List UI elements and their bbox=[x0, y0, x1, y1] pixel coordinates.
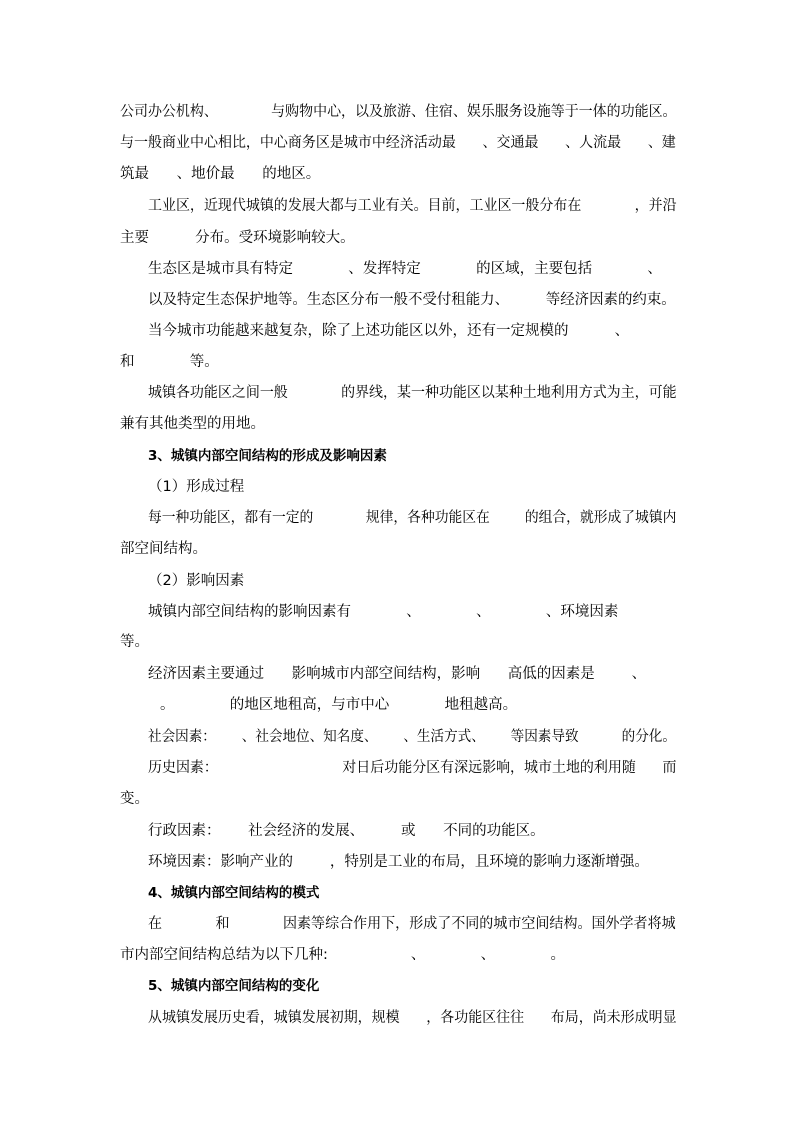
text-line: 城镇各功能区之间一般 的界线，某一种功能区以某种土地利用方式为主，可能 bbox=[148, 385, 677, 401]
text-line: 和 等。 bbox=[120, 354, 219, 370]
text-line: 部空间结构。 bbox=[120, 541, 207, 557]
text-line: 经济因素主要通过 影响城市内部空间结构，影响 高低的因素是 、 bbox=[148, 666, 647, 682]
text-line: 公司办公机构、 与购物中心，以及旅游、住宿、娱乐服务设施等于一体的功能区。 bbox=[120, 104, 677, 120]
text-line: 社会因素： 、社会地位、知名度、 、生活方式、 等因素导致 的分化。 bbox=[148, 729, 676, 745]
section-heading: 3、城镇内部空间结构的形成及影响因素 bbox=[148, 448, 387, 464]
text-line: 以及特定生态保护地等。生态区分布一般不受付租能力、 等经济因素的约束。 bbox=[148, 292, 676, 308]
text-line: 历史因素： 对日后功能分区有深远影响，城市土地的利用随 而 bbox=[148, 760, 677, 776]
section-heading: 4、城镇内部空间结构的模式 bbox=[148, 885, 320, 901]
subheading: （2）影响因素 bbox=[148, 573, 245, 589]
text-line: 主要 分布。受环境影响较大。 bbox=[120, 230, 355, 246]
text-line: 等。 bbox=[120, 634, 149, 650]
text-line: 行政因素： 社会经济的发展、 或 不同的功能区。 bbox=[148, 823, 545, 839]
text-line: 在 和 因素等综合作用下，形成了不同的城市空间结构。国外学者将城 bbox=[148, 916, 676, 932]
text-line: 当今城市功能越来越复杂，除了上述功能区以外，还有一定规模的 、 bbox=[148, 323, 630, 339]
text-line: 每一种功能区，都有一定的 规律，各种功能区在 的组合，就形成了城镇内 bbox=[148, 510, 677, 526]
text-line: 从城镇发展历史看，城镇发展初期，规模 ，各功能区往往 布局，尚未形成明显 bbox=[148, 1010, 677, 1026]
section-heading: 5、城镇内部空间结构的变化 bbox=[148, 978, 320, 994]
text-line: 。 的地区地租高，与市中心 地租越高。 bbox=[160, 697, 518, 713]
text-line: 城镇内部空间结构的影响因素有 、 、 、环境因素 bbox=[148, 604, 619, 620]
text-line: 市内部空间结构总结为以下几种: 、 、 。 bbox=[120, 947, 565, 963]
text-line: 兼有其他类型的用地。 bbox=[120, 416, 265, 432]
text-line: 与一般商业中心相比，中心商务区是城市中经济活动最 、交通最 、人流最 、建 bbox=[120, 135, 676, 151]
text-line: 环境因素：影响产业的 ，特别是工业的布局，且环境的影响力逐渐增强。 bbox=[148, 854, 649, 870]
text-line: 变。 bbox=[120, 791, 149, 807]
text-line: 工业区，近现代城镇的发展大都与工业有关。目前，工业区一般分布在 ，并沿 bbox=[148, 198, 677, 214]
text-line: 生态区是城市具有特定 、发挥特定 的区域，主要包括 、 bbox=[148, 261, 662, 277]
text-line: 筑最 、地价最 的地区。 bbox=[120, 166, 321, 182]
subheading: （1）形成过程 bbox=[148, 479, 245, 495]
